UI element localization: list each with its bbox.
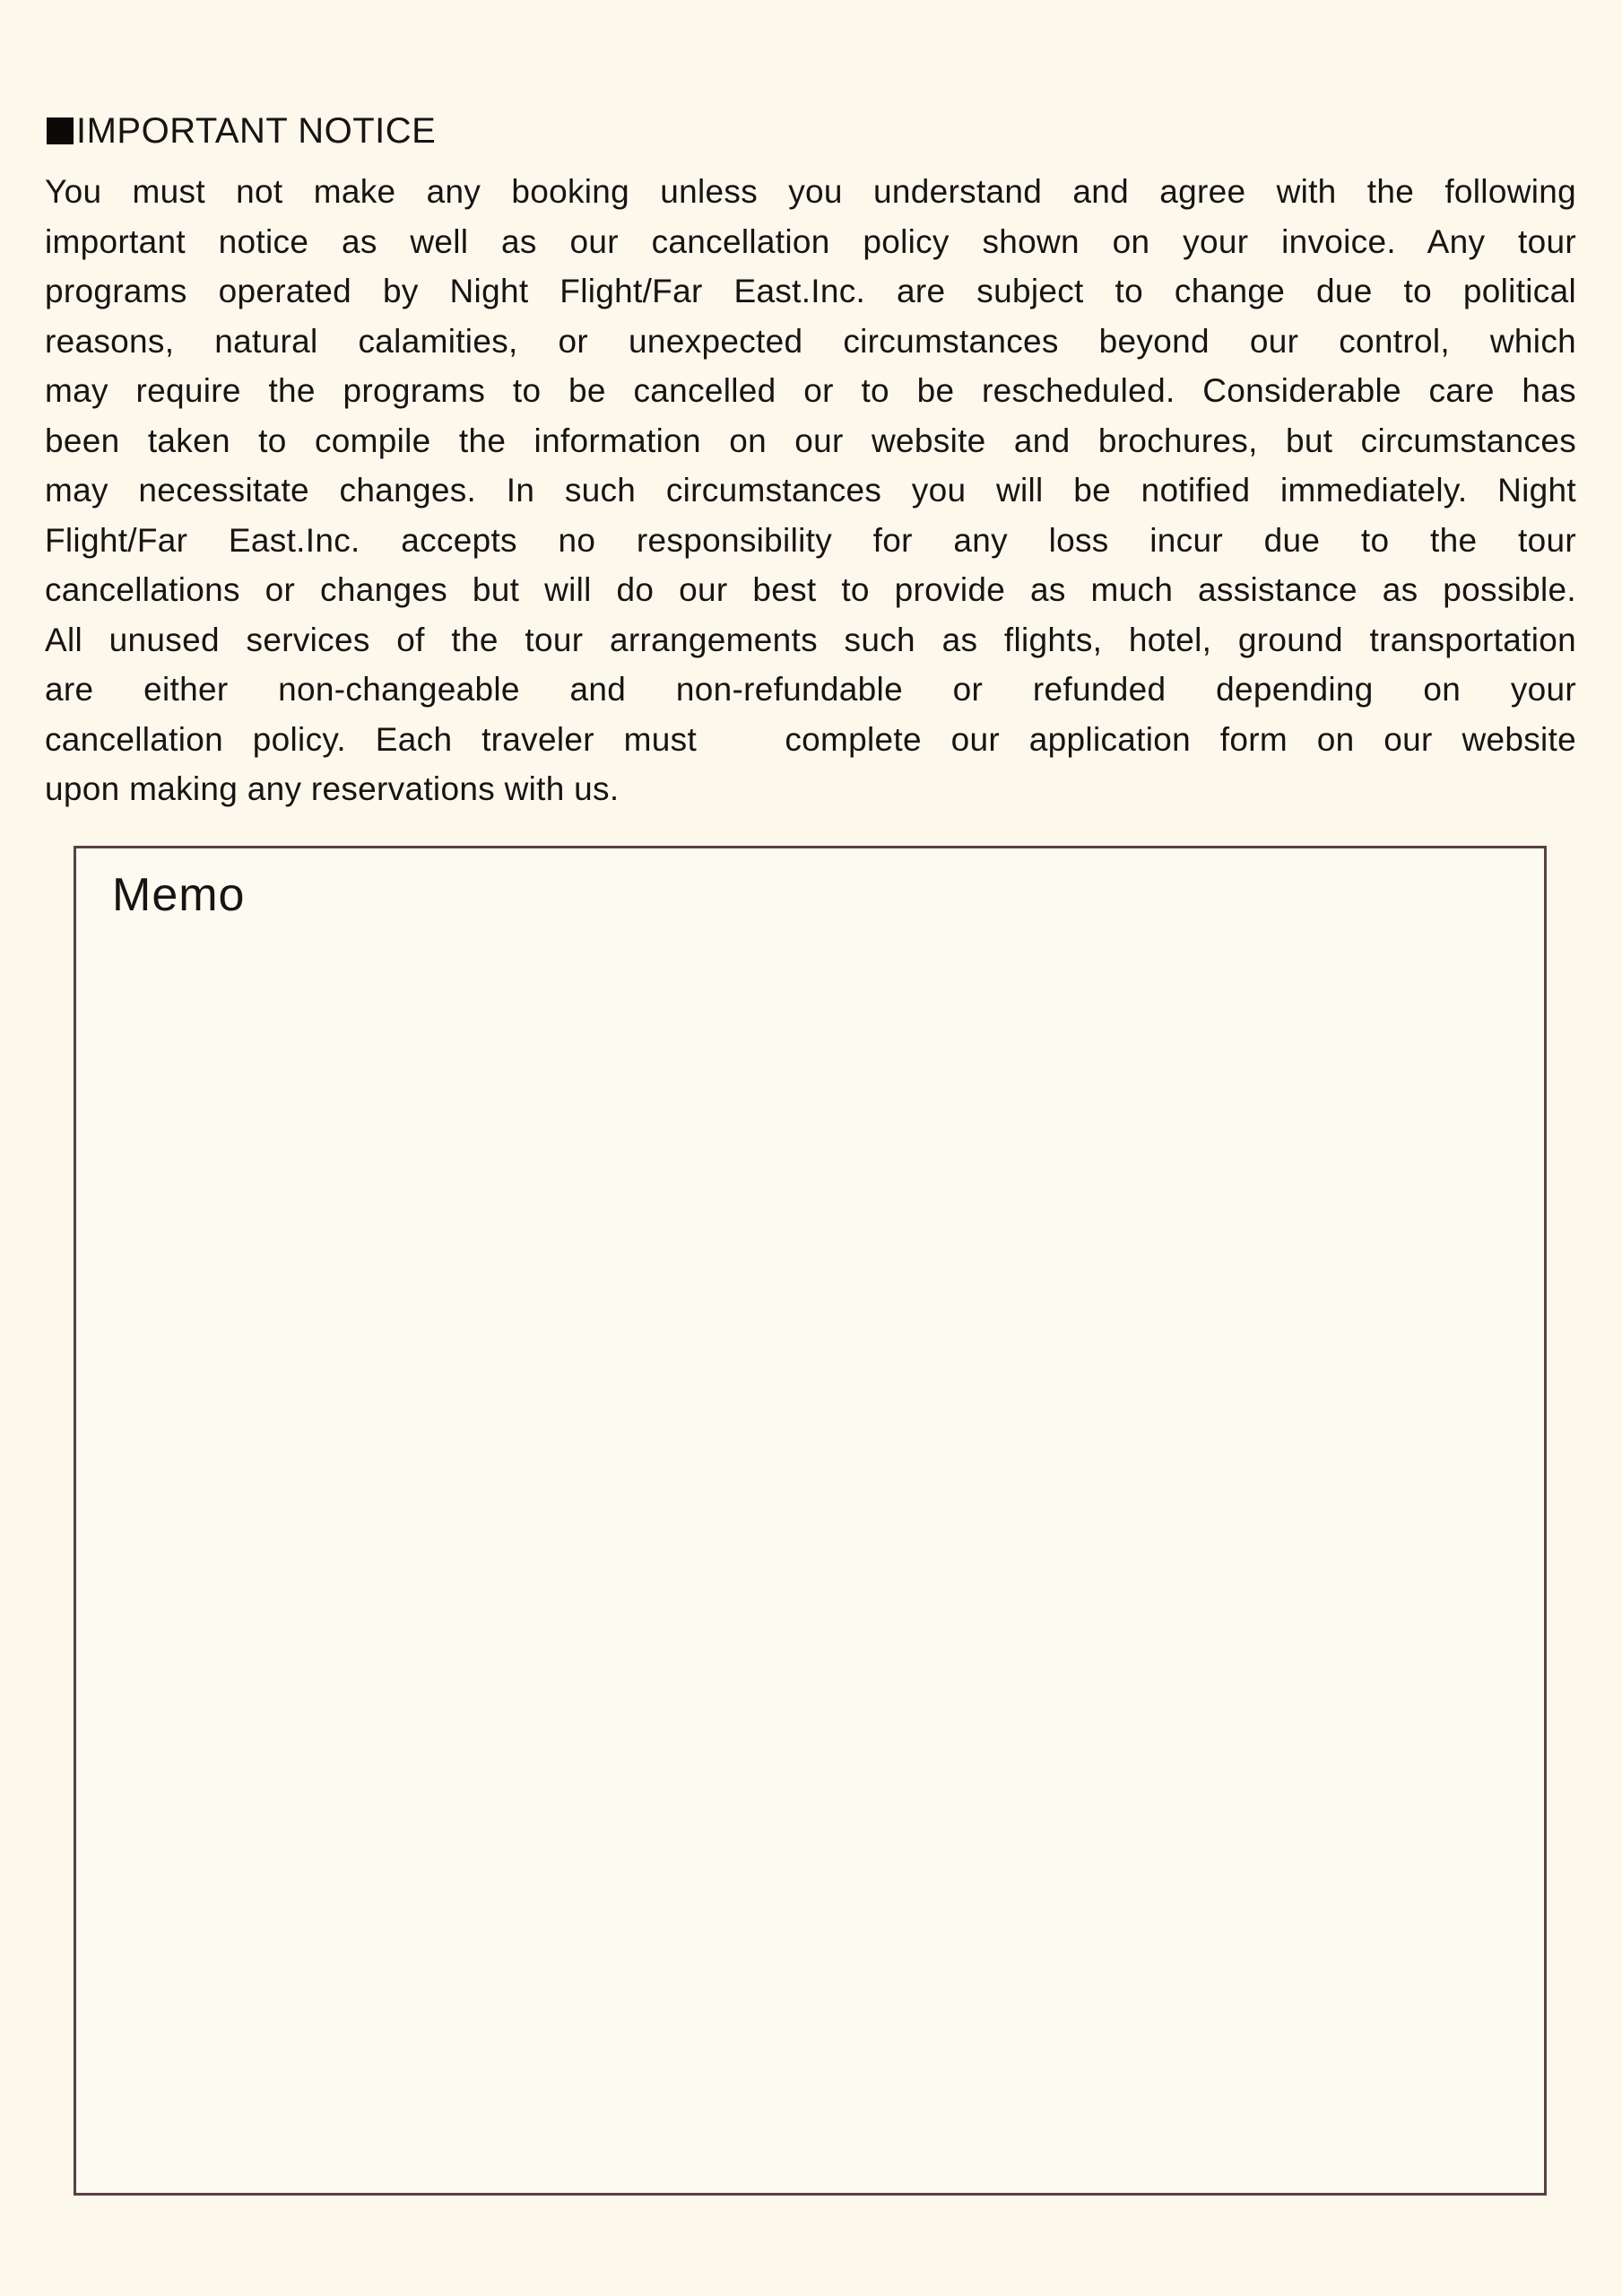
notice-paragraph-line: Flight/Far East.Inc. accepts no responsibility for any loss incur due to the tour <box>45 521 1576 559</box>
memo-box <box>74 846 1547 2196</box>
notice-paragraph-line: All unused services of the tour arrangements such as flights, hotel, ground transportation <box>45 621 1576 658</box>
notice-paragraph-line: may require the programs to be cancelled or to be rescheduled. Considerable care has <box>45 372 1576 409</box>
notice-paragraph-line: programs operated by Night Flight/Far East.Inc. are subject to change due to political <box>45 273 1576 309</box>
notice-paragraph-line: been taken to compile the information on our website and brochures, but circumstances <box>45 422 1576 459</box>
notice-paragraph-line: cancellations or changes but will do our best to provide as much assistance as possible. <box>45 571 1576 608</box>
notice-paragraph-line: cancellation policy. Each traveler must complete our application form on our website <box>45 720 1576 758</box>
notice-paragraph-line: may necessitate changes. In such circumstances you will be notified immediately. Night <box>45 472 1576 509</box>
notice-paragraph <box>45 167 1576 814</box>
notice-paragraph-line: important notice as well as our cancellation policy shown on your invoice. Any tour <box>45 222 1576 260</box>
notice-paragraph-line: reasons, natural calamities, or unexpected circumstances beyond our control, which <box>45 322 1576 360</box>
memo-label: Memo <box>112 869 246 921</box>
important-notice-heading <box>47 111 436 151</box>
notice-paragraph-line: upon making any reservations with us. <box>45 770 620 807</box>
notice-paragraph-line: You must not make any booking unless you understand and agree with the following <box>45 173 1576 210</box>
important-notice-heading-label: IMPORTANT NOTICE <box>76 111 437 151</box>
black-square-bullet-icon <box>47 117 74 144</box>
notice-paragraph-line: are either non-changeable and non-refundable or refunded depending on your <box>45 671 1576 708</box>
